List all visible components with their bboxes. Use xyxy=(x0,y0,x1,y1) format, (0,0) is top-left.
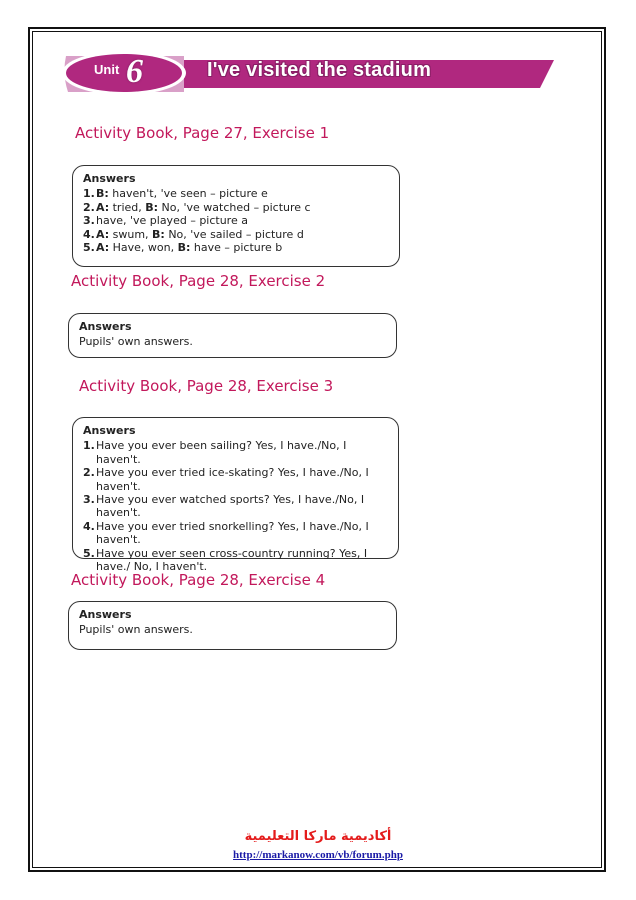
answer-text: A: Have, won, B: have – picture b xyxy=(96,241,283,255)
answer-number: 5. xyxy=(83,241,95,255)
answer-text: A: swum, B: No, 've sailed – picture d xyxy=(96,227,304,241)
answer-number: 2. xyxy=(83,200,95,214)
answer-number: 4. xyxy=(83,519,95,533)
footer-forum-link[interactable]: http://markanow.com/vb/forum.php xyxy=(233,849,403,861)
answers-label: Answers xyxy=(79,608,132,621)
section-heading-ex3: Activity Book, Page 28, Exercise 3 xyxy=(79,377,334,395)
answer-number: 3. xyxy=(83,214,95,228)
answer-body-ex4: Pupils' own answers. xyxy=(79,623,193,637)
section-heading-ex1: Activity Book, Page 27, Exercise 1 xyxy=(75,124,330,142)
unit-title: I've visited the stadium xyxy=(207,59,432,81)
answer-number: 3. xyxy=(83,493,95,507)
answers-label: Answers xyxy=(79,320,132,333)
answer-item xyxy=(83,241,389,254)
answer-item xyxy=(83,547,388,574)
answer-list-ex1 xyxy=(83,187,389,254)
answer-text: A: tried, B: No, 've watched – picture c xyxy=(96,200,311,214)
answer-list-ex3 xyxy=(83,439,388,573)
answer-item xyxy=(83,201,389,214)
answer-box-ex1 xyxy=(72,165,400,267)
answers-label: Answers xyxy=(83,424,136,437)
answer-text: Have you ever tried ice-skating? Yes, I have./No, I haven't. xyxy=(96,466,369,493)
answer-item xyxy=(83,493,388,520)
answer-item xyxy=(83,187,389,200)
answer-item xyxy=(83,466,388,493)
answer-text: Have you ever tried snorkelling? Yes, I have./No, I haven't. xyxy=(96,519,369,547)
answer-number: 1. xyxy=(83,439,95,453)
answer-item xyxy=(83,228,389,241)
footer-academy-name: أكاديمية ماركا التعليمية xyxy=(244,829,392,844)
answer-text: Have you ever been sailing? Yes, I have./No, I haven't. xyxy=(96,439,347,466)
answer-box-ex3 xyxy=(72,417,399,574)
unit-label: Unit xyxy=(94,62,120,77)
answer-text: Have you ever seen cross-country running? Yes, I have./ No, I haven't. xyxy=(96,546,368,574)
answer-item xyxy=(83,439,388,466)
answers-label: Answers xyxy=(83,172,136,185)
answer-text: B: haven't, 've seen – picture e xyxy=(96,187,268,201)
answer-box-ex2 xyxy=(68,313,397,358)
answer-item xyxy=(83,520,388,547)
answer-number: 4. xyxy=(83,227,95,241)
unit-number: 6 xyxy=(126,53,143,90)
section-heading-ex4: Activity Book, Page 28, Exercise 4 xyxy=(71,571,326,589)
answer-item xyxy=(83,214,389,227)
answer-box-ex4 xyxy=(68,601,397,650)
answer-text: Have you ever watched sports? Yes, I have./No, I haven't. xyxy=(96,493,365,520)
answer-text: have, 've played – picture a xyxy=(96,214,248,228)
answer-body-ex2: Pupils' own answers. xyxy=(79,335,193,349)
answer-number: 2. xyxy=(83,466,95,480)
answer-number: 5. xyxy=(83,546,95,560)
section-heading-ex2: Activity Book, Page 28, Exercise 2 xyxy=(71,272,326,290)
answer-number: 1. xyxy=(83,187,95,201)
